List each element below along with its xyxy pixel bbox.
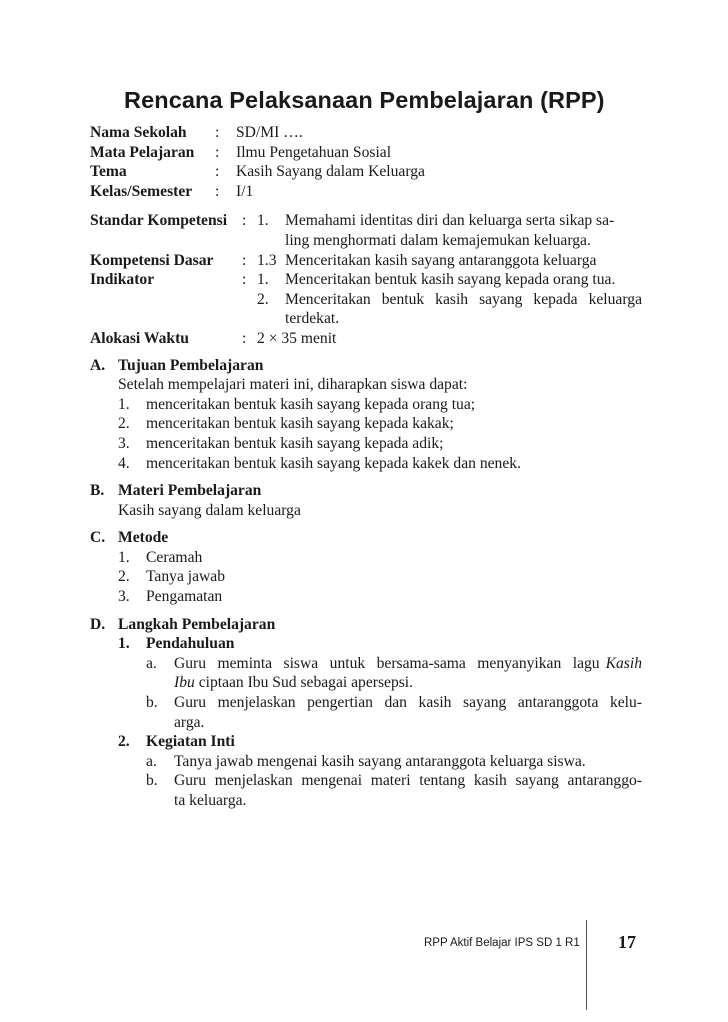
identity-label: Nama Sekolah [90, 124, 187, 141]
sk-colon: : [242, 212, 247, 230]
list-item [90, 395, 642, 415]
sk-text-line1: Memahami identitas diri dan keluarga serta sikap sa- [285, 212, 615, 230]
step-item [90, 771, 642, 791]
section-heading [90, 615, 642, 635]
indikator-row [90, 270, 642, 290]
list-item [90, 587, 642, 607]
step-text: Guru menjelaskan pengertian dan kasih sayang antaranggota kelu- [174, 694, 642, 712]
section-letter: A. [90, 356, 106, 374]
item-number: 2. [118, 568, 130, 586]
section-intro [90, 375, 642, 395]
step-item [90, 713, 642, 733]
step-line [174, 673, 413, 693]
identity-label: Mata Pelajaran [90, 143, 195, 161]
section-title: Metode [118, 529, 169, 547]
kd-label: Kompetensi Dasar [90, 251, 214, 269]
step-line [174, 654, 642, 674]
list-item [90, 567, 642, 587]
step-item [90, 673, 642, 693]
indikator-number: 1. [257, 271, 269, 289]
identity-label: Kelas/Semester [90, 182, 193, 200]
step-letter: a. [146, 654, 157, 672]
page-title: Rencana Pelaksanaan Pembelajaran (RPP) [124, 87, 605, 113]
item-number: 1. [118, 548, 130, 566]
step-item [90, 654, 642, 674]
item-text: menceritakan bentuk kasih sayang kepada adik; [146, 434, 444, 452]
alokasi-value: 2 × 35 menit [257, 329, 337, 347]
identity-colon: : [215, 124, 220, 141]
item-text: menceritakan bentuk kasih sayang kepada kakak; [146, 415, 454, 433]
step-text: Guru menjelaskan mengenai materi tentang kasih sayang antaranggo- [174, 772, 642, 790]
section-title: Tujuan Pembelajaran [118, 356, 264, 374]
item-text: Tanya jawab [146, 568, 226, 586]
subsection-number: 2. [118, 733, 130, 751]
identity-colon: : [215, 182, 220, 200]
indikator-row [90, 309, 642, 329]
section-body [90, 501, 642, 521]
step-letter: b. [146, 772, 158, 790]
identity-row [90, 143, 642, 163]
kd-colon: : [242, 251, 247, 269]
list-item [90, 548, 642, 568]
subsection-heading [90, 634, 642, 654]
subsection-heading [90, 732, 642, 752]
alokasi-row [90, 329, 642, 349]
page-number: 17 [618, 932, 636, 952]
identity-value: I/1 [236, 182, 254, 200]
section-title: Langkah Pembelajaran [118, 615, 276, 633]
sk-text-line2: ling menghormati dalam kemajemukan keluarga. [285, 231, 591, 249]
identity-value: SD/MI …. [236, 124, 303, 141]
step-text: Tanya jawab mengenai kasih sayang antaranggota keluarga siswa. [174, 752, 586, 770]
indikator-row [90, 290, 642, 310]
section-letter: B. [90, 482, 105, 500]
step-item [90, 693, 642, 713]
indikator-text: Menceritakan bentuk kasih sayang kepada keluarga [285, 290, 642, 308]
indikator-text: Menceritakan bentuk kasih sayang kepada orang tua. [285, 271, 616, 289]
sk-row [90, 231, 642, 251]
section-letter: C. [90, 529, 106, 547]
footer-divider [586, 920, 587, 1010]
list-item [90, 454, 642, 474]
item-text: menceritakan bentuk kasih sayang kepada orang tua; [146, 395, 476, 413]
sk-row [90, 211, 642, 231]
kd-number: 1.3 [257, 251, 277, 269]
identity-value: Ilmu Pengetahuan Sosial [236, 143, 392, 161]
item-text: menceritakan bentuk kasih sayang kepada kakek dan nenek. [146, 454, 521, 472]
item-number: 3. [118, 588, 130, 606]
identity-label: Tema [90, 163, 127, 181]
footer-book-title: RPP Aktif Belajar IPS SD 1 R1 [424, 937, 580, 949]
step-text: ta keluarga. [174, 792, 247, 809]
identity-row [90, 162, 642, 182]
identity-value: Kasih Sayang dalam Keluarga [236, 163, 425, 181]
rpp-content [90, 123, 642, 811]
alokasi-colon: : [242, 329, 247, 347]
kd-row [90, 251, 642, 271]
section-text: Kasih sayang dalam keluarga [118, 501, 301, 519]
sk-number: 1. [257, 212, 269, 230]
list-item [90, 414, 642, 434]
section-heading [90, 481, 642, 501]
step-letter: a. [146, 752, 157, 770]
subsection-number: 1. [118, 635, 130, 653]
item-number: 1. [118, 395, 130, 413]
kd-text: Menceritakan kasih sayang antaranggota keluarga [285, 251, 597, 269]
sk-label: Standar Kompetensi [90, 212, 228, 230]
section-letter: D. [90, 615, 106, 633]
identity-colon: : [215, 163, 220, 181]
item-text: Pengamatan [146, 588, 223, 606]
item-number: 4. [118, 454, 130, 472]
section-heading [90, 356, 642, 376]
song-title-part: Kasih [605, 654, 642, 672]
step-letter: b. [146, 694, 158, 712]
step-text: ciptaan Ibu Sud sebagai apersepsi. [194, 674, 414, 692]
item-number: 3. [118, 434, 130, 452]
list-item [90, 434, 642, 454]
subsection-title: Pendahuluan [146, 635, 235, 653]
indikator-colon: : [242, 271, 247, 289]
step-item [90, 791, 642, 811]
identity-row [90, 182, 642, 202]
subsection-title: Kegiatan Inti [146, 733, 235, 751]
item-number: 2. [118, 415, 130, 433]
section-heading [90, 528, 642, 548]
section-title: Materi Pembelajaran [118, 482, 262, 500]
song-title-part: Ibu [174, 674, 195, 692]
indikator-text: terdekat. [285, 310, 340, 328]
identity-row [90, 123, 642, 143]
alokasi-label: Alokasi Waktu [90, 329, 189, 347]
intro-text: Setelah mempelajari materi ini, diharapkan siswa dapat: [118, 376, 468, 394]
step-text: Guru meminta siswa untuk bersama-sama menyanyikan lagu [174, 654, 600, 672]
step-text: arga. [174, 713, 205, 731]
indikator-number: 2. [257, 290, 269, 308]
identity-colon: : [215, 143, 220, 161]
item-text: Ceramah [146, 548, 203, 566]
indikator-label: Indikator [90, 271, 155, 289]
step-item [90, 752, 642, 772]
